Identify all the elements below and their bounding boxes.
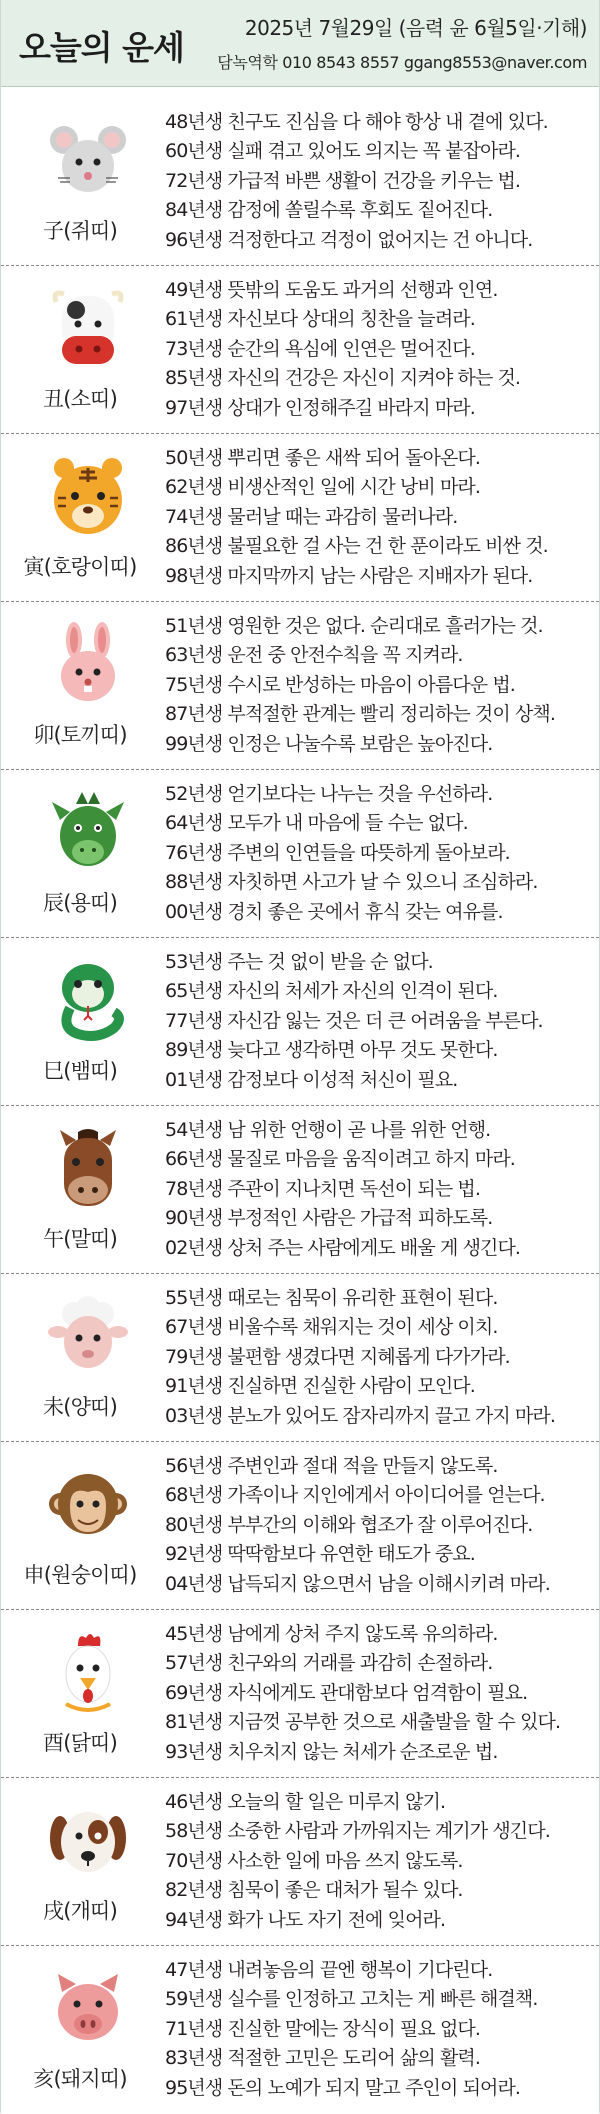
fortune-line: 93년생 치우치지 않는 처세가 순조로운 법. (165, 1740, 498, 1763)
fortune-line: 56년생 주변인과 절대 적을 만들지 않도록. (165, 1455, 498, 1477)
fortune-line: 77년생 자신감 잃는 것은 더 큰 어려움을 부른다. (165, 1009, 543, 1032)
fortune-line: 63년생 운전 중 안전수칙을 꼭 지켜라. (165, 644, 463, 667)
fortune-line: 81년생 지금껏 공부한 것으로 새출발을 할 수 있다. (165, 1711, 561, 1734)
zodiac-section (1, 1778, 599, 1946)
fortune-lines (165, 444, 597, 591)
zodiac-section (1, 98, 599, 266)
zodiac-label: 未(양띠) (43, 1395, 117, 1419)
zodiac-section (1, 938, 599, 1106)
zodiac-animal (1, 1442, 159, 1610)
zodiac-label: 酉(닭띠) (43, 1731, 117, 1755)
rabbit-icon (48, 622, 128, 708)
fortune-lines (165, 1788, 597, 1935)
zodiac-label: 申(원숭이띠) (23, 1563, 137, 1587)
zodiac-label: 巳(뱀띠) (43, 1059, 117, 1083)
zodiac-animal (1, 1274, 159, 1442)
zodiac-section (1, 1442, 599, 1610)
zodiac-animal (1, 1946, 159, 2114)
fortune-line: 71년생 진실한 말에는 장식이 필요 없다. (165, 2017, 481, 2040)
header (1, 0, 599, 87)
fortune-lines (165, 1620, 597, 1767)
zodiac-animal (1, 98, 159, 266)
zodiac-section (1, 1946, 599, 2114)
fortune-line: 69년생 자식에게도 관대함보다 엄격함이 필요. (165, 1681, 528, 1704)
fortune-line: 54년생 남 위한 언행이 곧 나를 위한 언행. (165, 1119, 491, 1141)
zodiac-section (1, 1274, 599, 1442)
fortune-line: 97년생 상대가 인정해주길 바라지 마라. (165, 396, 475, 419)
fortune-line: 90년생 부정적인 사람은 가급적 피하도록. (165, 1207, 493, 1230)
rat-icon (48, 118, 128, 204)
zodiac-section (1, 1106, 599, 1274)
fortune-line: 78년생 주관이 지나치면 독선이 되는 법. (165, 1177, 481, 1200)
fortune-line: 64년생 모두가 내 마음에 들 수는 없다. (165, 812, 468, 835)
fortune-line: 92년생 딱딱함보다 유연한 태도가 중요. (165, 1543, 475, 1566)
zodiac-animal (1, 770, 159, 938)
fortune-line: 76년생 주변의 인연들을 따뜻하게 돌아보라. (165, 841, 510, 864)
zodiac-animal (1, 434, 159, 602)
zodiac-section (1, 1610, 599, 1778)
dragon-icon (48, 790, 128, 876)
fortune-lines (165, 1284, 597, 1431)
fortune-line: 51년생 영원한 것은 없다. 순리대로 흘러가는 것. (165, 615, 543, 637)
fortune-line: 03년생 분노가 있어도 잠자리까지 끌고 가지 마라. (165, 1404, 555, 1427)
zodiac-label: 卯(토끼띠) (33, 723, 127, 747)
zodiac-animal (1, 1778, 159, 1946)
fortune-line: 46년생 오늘의 할 일은 미루지 않기. (165, 1791, 446, 1813)
fortune-line: 61년생 자신보다 상대의 칭찬을 늘려라. (165, 308, 475, 331)
fortune-line: 04년생 납득되지 않으면서 남을 이해시키려 마라. (165, 1572, 550, 1595)
fortune-line: 88년생 자칫하면 사고가 날 수 있으니 조심하라. (165, 871, 538, 894)
zodiac-section (1, 434, 599, 602)
fortune-line: 66년생 물질로 마음을 움직이려고 하지 마라. (165, 1148, 515, 1171)
fortune-line: 62년생 비생산적인 일에 시간 낭비 마라. (165, 476, 481, 499)
fortune-line: 60년생 실패 겪고 있어도 의지는 꼭 붙잡아라. (165, 140, 521, 163)
zodiac-animal (1, 602, 159, 770)
fortune-line: 72년생 가급적 바쁜 생활이 건강을 키우는 법. (165, 169, 521, 192)
fortune-line: 70년생 사소한 일에 마음 쓰지 않도록. (165, 1849, 463, 1872)
zodiac-list (1, 98, 599, 2114)
pig-icon (48, 1966, 128, 2052)
zodiac-section (1, 266, 599, 434)
fortune-line: 75년생 수시로 반성하는 마음이 아름다운 법. (165, 673, 515, 696)
fortune-line: 82년생 침묵이 좋은 대처가 될수 있다. (165, 1879, 463, 1902)
fortune-line: 50년생 뿌리면 좋은 새싹 되어 돌아온다. (165, 447, 481, 469)
zodiac-animal (1, 1106, 159, 1274)
fortune-line: 01년생 감정보다 이성적 처신이 필요. (165, 1068, 458, 1091)
fortune-line: 98년생 마지막까지 남는 사람은 지배자가 된다. (165, 564, 533, 587)
fortune-line: 47년생 내려놓음의 끝엔 행복이 기다린다. (165, 1959, 493, 1981)
fortune-line: 49년생 뜻밖의 도움도 과거의 선행과 인연. (165, 279, 498, 301)
fortune-lines (165, 276, 597, 423)
zodiac-section (1, 770, 599, 938)
horse-icon (48, 1126, 128, 1212)
fortune-line: 67년생 비울수록 채워지는 것이 세상 이치. (165, 1316, 498, 1339)
rooster-icon (48, 1630, 128, 1716)
zodiac-label: 戌(개띠) (43, 1899, 117, 1923)
fortune-line: 00년생 경치 좋은 곳에서 휴식 갖는 여유를. (165, 900, 503, 923)
fortune-line: 52년생 얻기보다는 나누는 것을 우선하라. (165, 783, 493, 805)
zodiac-animal (1, 938, 159, 1106)
fortune-lines (165, 1116, 597, 1263)
fortune-line: 73년생 순간의 욕심에 인연은 멀어진다. (165, 337, 475, 360)
fortune-line: 74년생 물러날 때는 과감히 물러나라. (165, 505, 458, 528)
fortune-line: 48년생 친구도 진심을 다 해야 항상 내 곁에 있다. (165, 111, 548, 133)
sheep-icon (48, 1294, 128, 1380)
date-line: 2025년 7월29일 (음력 윤 6월5일·기해) (244, 16, 587, 40)
zodiac-section (1, 602, 599, 770)
zodiac-label: 午(말띠) (43, 1227, 117, 1251)
fortune-line: 79년생 불편함 생겼다면 지혜롭게 다가가라. (165, 1345, 510, 1368)
tiger-icon (48, 454, 128, 540)
ox-icon (48, 286, 128, 372)
page-title: 오늘의 운세 (19, 28, 184, 67)
fortune-line: 53년생 주는 것 없이 받을 순 없다. (165, 951, 433, 973)
fortune-line: 84년생 감정에 쏠릴수록 후회도 짙어진다. (165, 199, 493, 222)
zodiac-animal (1, 1610, 159, 1778)
fortune-line: 89년생 늦다고 생각하면 아무 것도 못한다. (165, 1039, 498, 1062)
fortune-lines (165, 948, 597, 1095)
fortune-line: 58년생 소중한 사람과 가까워지는 계기가 생긴다. (165, 1820, 550, 1843)
fortune-line: 68년생 가족이나 지인에게서 아이디어를 얻는다. (165, 1484, 545, 1507)
fortune-line: 57년생 친구와의 거래를 과감히 손절하라. (165, 1652, 493, 1675)
fortune-lines (165, 1452, 597, 1599)
fortune-line: 45년생 남에게 상처 주지 않도록 유의하라. (165, 1623, 498, 1645)
fortune-lines (165, 108, 597, 255)
fortune-line: 95년생 돈의 노예가 되지 말고 주인이 되어라. (165, 2076, 521, 2099)
fortune-line: 02년생 상처 주는 사람에게도 배울 게 생긴다. (165, 1236, 521, 1259)
zodiac-label: 寅(호랑이띠) (23, 555, 137, 579)
snake-icon (48, 958, 128, 1044)
fortune-line: 94년생 화가 나도 자기 전에 잊어라. (165, 1908, 446, 1931)
contact-line: 담녹역학 010 8543 8557 ggang8553@naver.com (217, 53, 587, 72)
fortune-line: 83년생 적절한 고민은 도리어 삶의 활력. (165, 2047, 481, 2070)
monkey-icon (48, 1462, 128, 1548)
fortune-lines (165, 780, 597, 927)
fortune-line: 99년생 인정은 나눌수록 보람은 높아진다. (165, 732, 493, 755)
fortune-lines (165, 612, 597, 759)
fortune-line: 85년생 자신의 건강은 자신이 지켜야 하는 것. (165, 367, 521, 390)
fortune-line: 80년생 부부간의 이해와 협조가 잘 이루어진다. (165, 1513, 533, 1536)
fortune-line: 91년생 진실하면 진실한 사람이 모인다. (165, 1375, 475, 1398)
fortune-line: 55년생 때로는 침묵이 유리한 표현이 된다. (165, 1287, 498, 1309)
zodiac-label: 亥(돼지띠) (33, 2067, 127, 2091)
fortune-line: 65년생 자신의 처세가 자신의 인격이 된다. (165, 980, 498, 1003)
dog-icon (48, 1798, 128, 1884)
fortune-line: 96년생 걱정한다고 걱정이 없어지는 건 아니다. (165, 228, 533, 251)
fortune-line: 87년생 부적절한 관계는 빨리 정리하는 것이 상책. (165, 703, 555, 726)
zodiac-animal (1, 266, 159, 434)
zodiac-label: 辰(용띠) (43, 891, 117, 915)
fortune-line: 86년생 불필요한 걸 사는 건 한 푼이라도 비싼 것. (165, 535, 548, 558)
fortune-line: 59년생 실수를 인정하고 고치는 게 빠른 해결책. (165, 1988, 538, 2011)
zodiac-label: 子(쥐띠) (43, 219, 117, 243)
fortune-lines (165, 1956, 597, 2103)
zodiac-label: 丑(소띠) (43, 387, 117, 411)
